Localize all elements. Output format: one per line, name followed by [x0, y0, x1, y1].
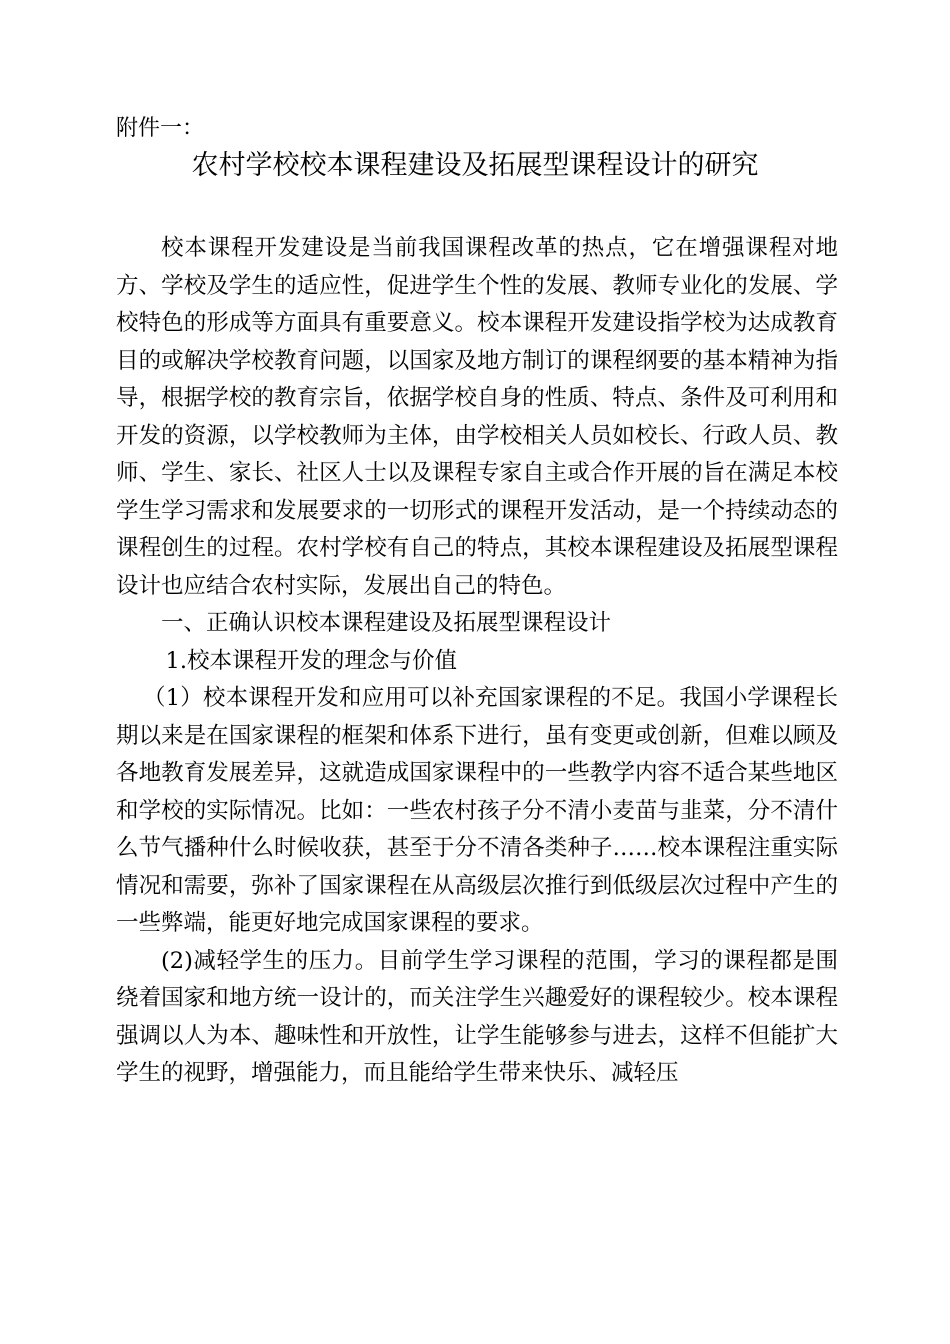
subsection-heading-1: 1.校本课程开发的理念与价值	[165, 647, 457, 674]
point-paragraph-1: （1）校本课程开发和应用可以补充国家课程的不足。我国小学课程长期以来是在国家课程的框架和体系下进行，虽有变更或创新，但难以顾及各地教育发展差异，这就造成国家课程中的一些教学内容不适合某些地区和学校的实际情况。比如：一些农村孩子分不清小麦苗与韭菜，分不清什么节气播种什么时候收获，甚至于分不清各类种子……校本课程注重实际情况和需要，弥补了国家课程在从高级层次推行到低级层次过程中产生的一些弊端，能更好地完成国家课程的要求。	[116, 685, 838, 936]
document-body	[116, 230, 838, 1093]
document-title: 农村学校校本课程建设及拓展型课程设计的研究	[191, 150, 759, 181]
intro-paragraph: 校本课程开发建设是当前我国课程改革的热点，它在增强课程对地方、学校及学生的适应性，促进学生个性的发展、教师专业化的发展、学校特色的形成等方面具有重要意义。校本课程开发建设指学校为达成教育目的或解决学校教育问题，以国家及地方制订的课程纲要的基本精神为指导，根据学校的教育宗旨，依据学校自身的性质、特点、条件及可利用和开发的资源，以学校教师为主体，由学校相关人员如校长、行政人员、教师、学生、家长、社区人士以及课程专家自主或合作开展的旨在满足本校学生学习需求和发展要求的一切形式的课程开发活动，是一个持续动态的课程创生的过程。农村学校有自己的特点，其校本课程建设及拓展型课程设计也应结合农村实际，发展出自己的特色。	[116, 235, 838, 599]
section-heading-1: 一、正确认识校本课程建设及拓展型课程设计	[161, 610, 612, 636]
point-paragraph-2: (2)减轻学生的压力。目前学生学习课程的范围，学习的课程都是围绕着国家和地方统一设计的，而关注学生兴趣爱好的课程较少。校本课程强调以人为本、趣味性和开放性，让学生能够参与进去，这样不但能扩大学生的视野，增强能力，而且能给学生带来快乐、减轻压	[116, 947, 838, 1086]
attachment-label: 附件一：	[116, 116, 205, 141]
